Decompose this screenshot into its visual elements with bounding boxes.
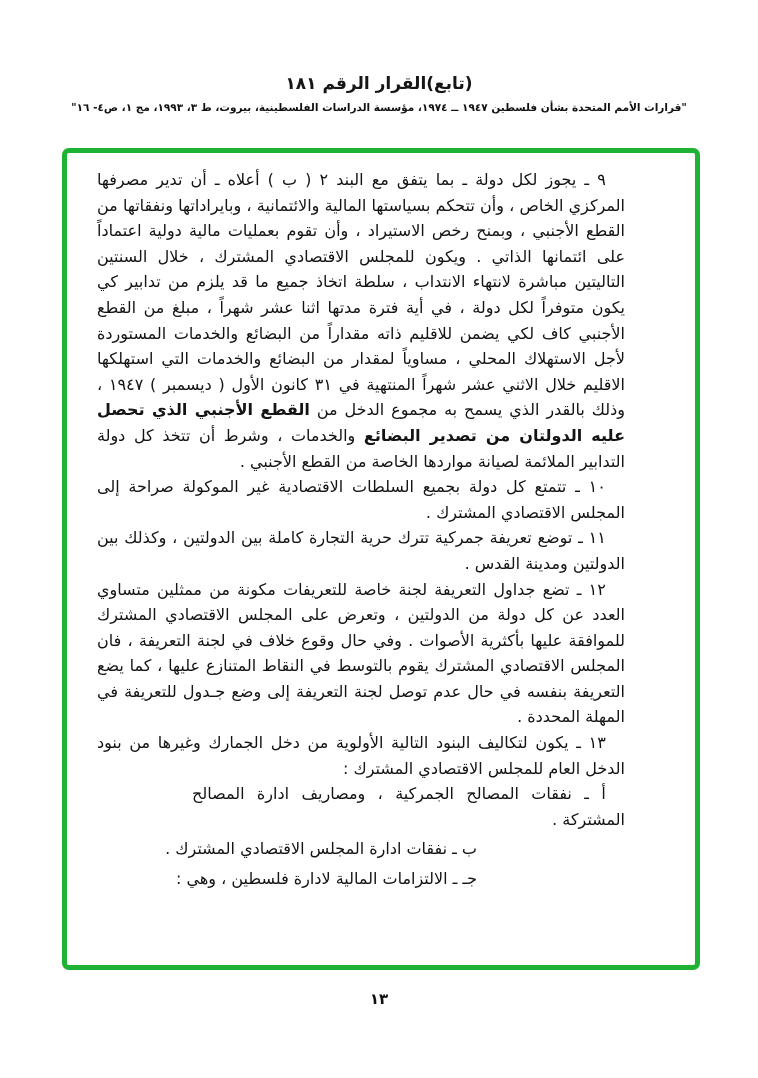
paragraph-6 [97, 781, 625, 832]
paragraph-8 [97, 866, 625, 892]
page-header [0, 74, 758, 114]
resolution-title: (تابع)القرار الرقم ١٨١ [285, 74, 473, 94]
paragraph-3 [97, 525, 625, 576]
text-run: ١٠ ـ تتمتع كل دولة بجميع السلطات الاقتصادية غير الموكولة صراحة إلى المجلس الاقتصادي المشترك . [97, 477, 625, 522]
paragraph-4 [97, 577, 625, 731]
paragraph-5 [97, 730, 625, 781]
source-citation: "قرارات الأمم المتحدة بشأن فلسطين ١٩٤٧ ــ ١٩٧٤، مؤسسة الدراسات الفلسطينية، بيروت، ط ٣، ١٩٩٣، مج ١، ص٤- ١٦" [71, 102, 687, 114]
text-run: والخدمات ، وشرط أن تتخذ كل دولة التدابير الملائمة لصيانة مواردها الخاصة من القطع الأجنبي . [97, 425, 625, 471]
highlight-border-box [62, 148, 700, 970]
paragraph-7 [97, 836, 625, 862]
page-footer [0, 990, 758, 1008]
paragraph-1 [97, 167, 625, 474]
text-run: ب ـ نفقات ادارة المجلس الاقتصادي المشترك . [165, 839, 477, 859]
resolution-body-text [97, 167, 625, 892]
text-run: ١٢ ـ تضع جداول التعريفة لجنة خاصة للتعريفات مكونة من ممثلين متساوي العدد عن كل دولة من الدولتين ، وتعرض على المجلس الاقتصادي المشترك للموافقة عليها بأكثرية الأصوات . وفي حال وقوع خلاف في لجنة التعريفة ، فان المجلس الاقتصادي المشترك يقوم بالتوسط في النقاط المتنازع عليها ، كما يضع التعريفة بنفسه في حال عدم توصل لجنة التعريفة إلى وضع جـدول للتعريفة في المهلة المحددة . [97, 579, 625, 727]
text-run: ١١ ـ توضع تعريفة جمركية تترك حرية التجارة كاملة بين الدولتين ، وكذلك بين الدولتين ومدينة القدس . [97, 528, 625, 573]
text-run: ١٣ ـ يكون لتكاليف البنود التالية الأولوية من دخل الجمارك وغيرها من بنود الدخل العام للمجلس الاقتصادي المشترك : [97, 733, 625, 778]
text-run: ٩ ـ يجوز لكل دولة ـ بما يتفق مع البند ٢ ( ب ) أعلاه ـ أن تدير مصرفها المركزي الخاص ، وأن تتحكم بسياستها المالية والائتمانية ، وبايراداتها ونفقاتها من القطع الأجنبي ، وبمنح رخص الاستيراد ، وأن تقوم بعمليات مالية دولية اعتماداً على ائتمانها الذاتي . ويكون للمجلس الاقتصادي المشترك ، خلال السنتين التاليتين مباشرة لانتهاء الانتداب ، سلطة اتخاذ جميع ما قد يلزم من تدابير كي يكون متوفراً لكل دولة ، في أية فترة مدتها اثنا عشر شهراً ، مبلغ من القطع الأجنبي كاف لكي يضمن للاقليم ذاته مقداراً من البضائع والخدمات المستوردة لأجل الاستهلاك المحلي ، مساوياً لمقدار من البضائع والخدمات التي استهلكها الاقليم خلال الاثني عشر شهراً المنتهية في ٣١ كانون الأول ( ديسمبر ) ١٩٤٧ ، وذلك بالقدر الذي يسمح به مجموع الدخل من [97, 170, 626, 420]
page-number: ١٣ [369, 990, 389, 1008]
text-run: القطع الأجنبي الذي تحصل عليه الدولتان من تصدير البضائع [97, 400, 626, 445]
text-run: جـ ـ الالتزامات المالية لادارة فلسطين ، وهي : [176, 869, 477, 889]
text-run: أ ـ نفقات المصالح الجمركية ، ومصاريف ادارة المصالح المشتركة . [192, 784, 625, 829]
paragraph-2 [97, 474, 625, 525]
